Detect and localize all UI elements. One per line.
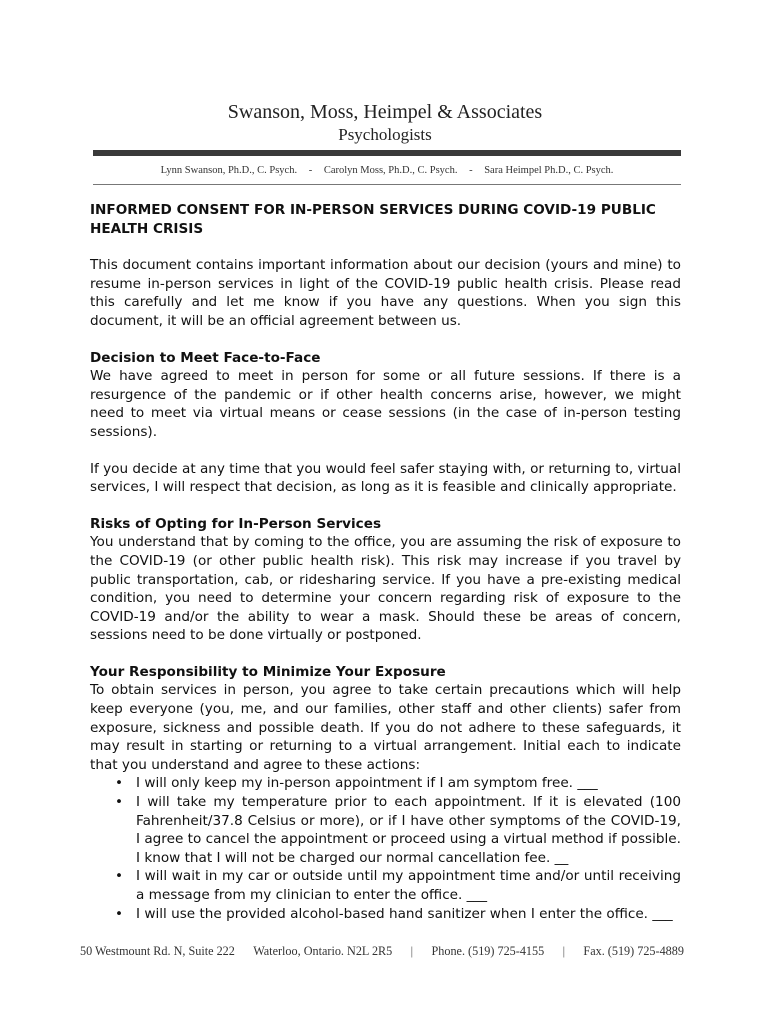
- footer-fax: Fax. (519) 725-4889: [583, 944, 684, 958]
- footer-address: 50 Westmount Rd. N, Suite 222: [80, 944, 235, 958]
- footer-phone: Phone. (519) 725-4155: [431, 944, 545, 958]
- list-item: • I will use the provided alcohol-based hand sanitizer when I enter the office. ___: [136, 905, 681, 924]
- footer-city: Waterloo, Ontario. N2L 2R5: [253, 944, 393, 958]
- section-heading-risks: Risks of Opting for In-Person Services: [90, 515, 382, 532]
- letterhead: [0, 100, 770, 145]
- section-paragraph: We have agreed to meet in person for some or all future sessions. If there is a resurgence of the pandemic or if other health concerns arise, however, we might need to meet via virtual means or cease sessions (in the case of in-person testing sessions).: [90, 368, 681, 440]
- spacer: [90, 442, 681, 460]
- section-heading-decision: Decision to Meet Face-to-Face: [90, 349, 321, 366]
- section-paragraph: You understand that by coming to the office, you are assuming the risk of exposure to the COVID-19 (or other public health risk). This risk may increase if you travel by public transportation, cab, or ridesharing service. If you have a pre-existing medical condition, you need to determine your concern regarding risk of exposure to the COVID-19 and/or the ability to wear a mask. Should these be areas of concern, sessions need to be done virtually or postponed.: [90, 534, 681, 644]
- section-heading-responsibility: Your Responsibility to Minimize Your Exposure: [90, 663, 446, 680]
- staff-member-swanson: Lynn Swanson, Ph.D., C. Psych.: [160, 165, 298, 176]
- footer-divider: |: [410, 944, 414, 958]
- section-paragraph: To obtain services in person, you agree to take certain precautions which will help keep everyone (you, me, and our families, other staff and other clients) safer from exposure, sickness and possible death. If you do not adhere to these safeguards, it may result in starting or returning to a virtual arrangement. Initial each to indicate that you understand and agree to these actions:: [90, 682, 681, 773]
- spacer: [90, 331, 681, 349]
- staff-separator: -: [469, 165, 473, 176]
- section-paragraph: If you decide at any time that you would feel safer staying with, or returning to, virtual services, I will respect that decision, as long as it is feasible and clinically appropriate.: [90, 460, 681, 496]
- acknowledgement-list: [90, 774, 681, 923]
- staff-member-moss: Carolyn Moss, Ph.D., C. Psych.: [323, 165, 458, 176]
- firm-subtitle: Psychologists: [338, 125, 432, 144]
- footer-divider: |: [562, 944, 566, 958]
- letterhead-thin-rule: [93, 184, 681, 185]
- document-body: [90, 201, 681, 923]
- staff-separator: -: [308, 165, 313, 176]
- staff-line: [93, 165, 681, 176]
- spacer: [90, 645, 681, 663]
- page-footer: [80, 944, 684, 959]
- list-item: • I will wait in my car or outside until my appointment time and/or until receiving a message from my clinician to enter the office. ___: [136, 867, 681, 904]
- list-item: • I will only keep my in-person appointment if I am symptom free. ___: [136, 774, 681, 793]
- document-title: INFORMED CONSENT FOR IN-PERSON SERVICES DURING COVID-19 PUBLIC HEALTH CRISIS: [90, 202, 656, 237]
- spacer: [90, 497, 681, 515]
- firm-name: Swanson, Moss, Heimpel & Associates: [227, 101, 543, 123]
- list-item: • I will take my temperature prior to each appointment. If it is elevated (100 Fahrenheit/37.8 Celsius or more), or if I have other symptoms of the COVID-19, I agree to cancel the appointment or proceed using a virtual method if possible. I know that I will not be charged our normal cancellation fee. __: [136, 793, 681, 867]
- staff-member-heimpel: Sara Heimpel Ph.D., C. Psych.: [484, 165, 614, 176]
- intro-paragraph: This document contains important information about our decision (yours and mine) to resume in-person services in light of the COVID-19 public health crisis. Please read this carefully and let me know if you have any questions. When you sign this document, it will be an official agreement between us.: [90, 257, 681, 329]
- letterhead-thick-rule: [93, 150, 681, 156]
